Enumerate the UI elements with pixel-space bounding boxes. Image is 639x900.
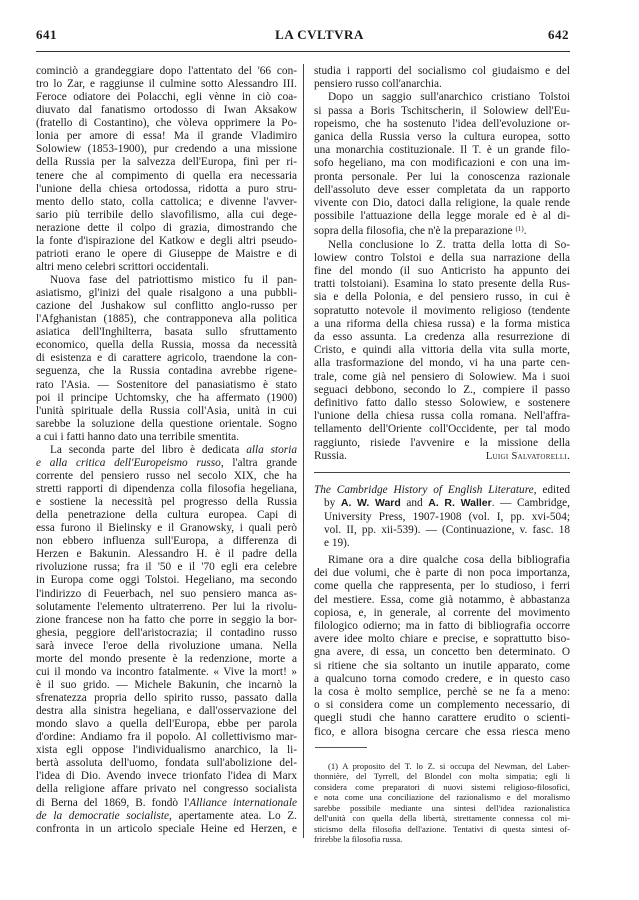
paragraph [36, 65, 297, 274]
text-span: pensiero russo coll'anarchia. [314, 78, 442, 91]
text-span: corrente del pensiero russo nel secolo XIX, che ha [36, 469, 297, 482]
text-line [314, 131, 570, 144]
text-line [314, 118, 570, 131]
text-line [36, 65, 297, 78]
text-span: e sostiene la necessità pel progresso della Russia [36, 496, 297, 509]
text-line [314, 223, 570, 238]
text-span: mondo slavo a quella dell'Europa, ebbe per parola [36, 718, 297, 731]
journal-title: LA CVLTVRA [275, 27, 364, 42]
paragraph [36, 274, 297, 444]
text-line [314, 646, 570, 659]
text-line [36, 522, 297, 535]
header-rule [36, 51, 570, 52]
text-line [314, 397, 570, 410]
text-line [36, 548, 297, 561]
text-line [36, 261, 297, 274]
text-span: quegli studi che hanno carattere erudito o scienti- [314, 712, 570, 725]
text-span: filologico odierno; ma in fatto di bibliografia occorre [314, 620, 570, 633]
text-span: si ritiene che sia soltanto un inutile apparato, come [314, 659, 570, 672]
text-line [314, 331, 570, 344]
text-line [314, 782, 570, 792]
text-span: definitivo fatto dallo stesso Solowiew, e sostenere [314, 397, 570, 410]
text-span: della penetrazione della cultura europea. Capi di [36, 509, 297, 522]
text-line [314, 660, 570, 673]
text-span: l'unità spirituale della Russia coll'Asia, unità in cui [36, 404, 297, 417]
text-span: , apertamente atea. Lo Z. [168, 809, 297, 822]
text-span: sia e della Polonia, e del pensiero russo, in cui è [314, 291, 570, 304]
text-line [36, 143, 297, 156]
text-span: essa furono il Bielinsky e il Granowsky, i quali però [36, 522, 297, 535]
text-line [314, 318, 570, 331]
text-line [36, 418, 297, 431]
text-line [314, 384, 570, 397]
text-span: come quella che rappresenta, per lo studioso, i ferri [314, 580, 570, 593]
text-span: rivoluzione russa; fra il '50 e il '70 egli era celebre [36, 561, 297, 574]
text-span: la cosa è molto semplice, perchè se ne fa a meno: [314, 686, 570, 699]
footnote-ref: (1) [515, 225, 524, 234]
text-span: xista egli oppose l'individualismo anarchico, la li- [36, 744, 297, 757]
column-divider [303, 64, 304, 838]
text-line [314, 91, 570, 104]
text-line [314, 607, 570, 620]
text-span: by [324, 497, 341, 510]
text-span: dell'assoluto deve esser completata da un rapporto [314, 183, 570, 196]
left-column [36, 65, 297, 836]
text-line [36, 731, 297, 744]
text-span: , edited [533, 484, 570, 496]
text-span: lowiew contro Tolstoi e della sua narrazione della [314, 251, 570, 264]
text-span: Herzen e Bakunin. Alessandro H. è il padre della [36, 548, 297, 561]
text-line [314, 252, 570, 265]
text-line [36, 653, 297, 666]
text-line [314, 726, 570, 739]
text-span: sarà invece l'eroe della rivoluzione umana. Nella [36, 639, 297, 652]
text-span: del mestiere. Essa, come già notammo, è abbastanza [314, 593, 570, 606]
text-line [36, 405, 297, 418]
text-line [314, 305, 570, 318]
text-span: sarebbe la soluzione della questione orientale. Sogno [36, 417, 297, 430]
text-span: asiatica dell'Inghilterra, basata sullo sfruttamento [36, 326, 297, 339]
text-line [36, 797, 297, 810]
text-line [314, 524, 570, 537]
text-span: solutamente l'elemento ultraterreno. Per lui la rivolu- [36, 600, 297, 613]
text-line [314, 511, 570, 524]
text-span: . [523, 225, 527, 238]
text-line [36, 170, 297, 183]
text-span: e 19). [324, 537, 350, 549]
text-span: altri meno celebri scrittori occidentali. [36, 260, 209, 273]
text-line [36, 457, 297, 470]
text-line [314, 291, 570, 304]
text-span: una monarchia costituzionale. Il T. è un grande filo- [314, 144, 570, 157]
text-span: sarebbe possibile mediante una sintesi dell'idea razionalistica [314, 802, 570, 813]
text-line [314, 265, 570, 278]
text-span: Alliance internationale [189, 796, 297, 809]
text-span: lonia per amore di essa! Ma il grande Vladimiro [36, 130, 297, 143]
text-span: a cui i fatti hanno dato una terribile smentita. [36, 430, 239, 443]
text-line [36, 274, 297, 287]
text-span: sofo hegeliano, ma con modificazioni e con una im- [314, 157, 570, 170]
author-signature: Luigi Salvatorelli. [485, 450, 570, 462]
text-line [314, 65, 570, 78]
text-line [36, 810, 297, 823]
text-line [36, 352, 297, 365]
book-citation [314, 484, 570, 550]
text-line [36, 718, 297, 731]
text-span: A. W. Ward [340, 497, 401, 510]
text-span: seguaci debbono, secondo lo Z., compiere il passo [314, 383, 570, 396]
text-line [314, 824, 570, 834]
text-line [314, 813, 570, 823]
text-span: da esso assunta. La credenza alla resurrezione di [314, 331, 570, 344]
text-span: l'unione della chiesa ortodossa, ridotta a puro stru- [36, 182, 297, 195]
text-span: pronta personale. Per lui la conoscenza razionale [314, 170, 570, 183]
text-line [36, 588, 297, 601]
text-span: thonnière, del Tyrrell, del Blondel con molta simpatia; egli li [314, 771, 570, 782]
text-line [36, 78, 297, 91]
text-line [36, 679, 297, 692]
paragraph [314, 554, 570, 739]
text-span: studia i rapporti del socialismo col giudaismo e del [314, 65, 570, 77]
text-span: morte del mondo presente è la redenzione, morte a [36, 652, 297, 665]
text-line [36, 627, 297, 640]
text-line [36, 313, 297, 326]
text-span: zione francese non ha fatto che porre in seggio la bor- [36, 613, 297, 626]
text-span: Nella conclusione lo Z. tratta della lotta di So- [328, 238, 570, 251]
text-line [314, 437, 570, 450]
text-line [36, 365, 297, 378]
text-line [36, 104, 297, 117]
text-line [314, 278, 570, 291]
text-span: asiatismo, gl'inizi del quale risalgono a una pubbli- [36, 287, 297, 300]
text-line [36, 300, 297, 313]
text-line [314, 450, 570, 463]
paragraph [314, 484, 570, 550]
text-span: l'indirizzo di Feuerbach, nel suo pensiero manca as- [36, 587, 297, 600]
text-span: gna avere, di essa, un concetto ben determinato. O [314, 646, 570, 659]
text-line [36, 823, 297, 836]
text-span: e nota come una conciliazione del razionalismo e del moralismo [314, 792, 570, 803]
text-line [314, 239, 570, 252]
text-span: di Berna del 1869, B. fondò l' [36, 796, 190, 809]
text-span: cominciò a grandeggiare dopo l'attentato del '66 con- [36, 65, 297, 77]
text-line [36, 392, 297, 405]
review-body [314, 554, 570, 739]
text-span: (fratello di Costantino), che vòleva opprimere la Po- [36, 117, 297, 130]
text-line [314, 712, 570, 725]
text-span: frirebbe la filosofia russa. [314, 834, 403, 845]
text-line [36, 705, 297, 718]
text-span: Solowiew (1853-1900), pur credendo a una missione [36, 143, 297, 156]
text-line [36, 235, 297, 248]
text-span: è il suo grido. — Michele Bakunin, che incarnò la [36, 678, 297, 691]
text-line [36, 326, 297, 339]
text-span: . — Cambridge, [491, 497, 570, 510]
text-span: sticismo della filosofia dell'azione. Tentativi di questa sintesi of- [314, 823, 570, 834]
text-line [36, 156, 297, 169]
text-line [36, 614, 297, 627]
text-line [314, 803, 570, 813]
text-line [36, 117, 297, 130]
text-span: considera come preparatori di nuovi sistemi religioso-filosofici, [314, 781, 570, 792]
text-span: trale, come già nel pensiero di Solowiew. Ma i suoi [314, 370, 570, 383]
text-line [36, 209, 297, 222]
text-line [314, 771, 570, 781]
text-span: cui il mondo va incontro fatalmente. « Vive la mort! » [36, 665, 297, 678]
text-line [36, 183, 297, 196]
text-line [314, 620, 570, 633]
text-span: vol. II, pp. xii-539). — (Continuazione, v. fasc. 18 [324, 523, 570, 536]
text-line [36, 770, 297, 783]
text-span: Nuova fase del patriottismo mistico fu il pan- [50, 274, 297, 286]
text-span: alla storia [246, 443, 297, 456]
text-line [314, 157, 570, 170]
text-line [36, 248, 297, 261]
text-line [314, 484, 570, 497]
text-span: o si considera come un complemento necessario, di [314, 699, 570, 712]
text-span: sario più terribile dello slavofilismo, alla cui dege- [36, 208, 297, 221]
text-span: tro lo Zar, e raggiunse il culmine sotto Alessandro III. [36, 78, 297, 91]
text-span: nerazione dette il colpo di grazia, dimostrando che [36, 221, 297, 234]
text-span: Cristo, e quindi alla vittoria della vita sulla morte, [314, 344, 570, 357]
text-span: economico, quella della Russia, mossa da necessità [36, 339, 297, 352]
text-line [36, 444, 297, 457]
text-span: Feroce odiatore dei Polacchi, egli vènne in ciò coa- [36, 91, 297, 104]
text-line [36, 339, 297, 352]
text-span: confronta in un articolo speciale Heine ed Herzen, e [36, 822, 297, 835]
text-span: The Cambridge History of English Literature [314, 484, 534, 496]
text-span: tratti tolstoiani). Esamina lo stato presente della Rus- [314, 278, 570, 291]
text-line [314, 197, 570, 210]
text-line [36, 692, 297, 705]
text-span: bertà assoluta dell'uomo, fondata sull'abolizione del- [36, 757, 297, 770]
page-number-left: 641 [36, 27, 57, 42]
text-line [314, 699, 570, 712]
text-span: si passa a Boris Tschitscherin, il Solowiew dell'Eu- [314, 104, 570, 117]
text-line [36, 483, 297, 496]
text-span: University Press, 1907-1908 (vol. I, pp. xvi-504; [324, 510, 570, 523]
text-line [314, 792, 570, 802]
text-span: patrioti erano le opere di Giuseppe de Maistre e di [36, 247, 297, 260]
text-span: rato l'Asia. — Sostenitore del panasiatismo è stato [36, 378, 297, 391]
text-line [314, 171, 570, 184]
text-span: , l'altra grande [220, 456, 297, 469]
text-span: avere idee molto chiare e precise, e soprattutto biso- [314, 633, 570, 646]
text-line [36, 431, 297, 444]
text-line [314, 834, 570, 844]
paragraph [314, 91, 570, 238]
text-span: di esistenza e di carattere agricolo, traendone la con- [36, 352, 297, 365]
text-line [36, 574, 297, 587]
text-span: sfrenatezza propria dello spirito russo, passato dalla [36, 692, 297, 704]
paragraph [36, 444, 297, 836]
text-span: la fonte d'ispirazione del Katkow e degli altri pseudo- [36, 234, 297, 247]
text-span: (1) A proposito del T. lo Z. si occupa del Newman, del Laber- [328, 761, 570, 771]
text-line [36, 601, 297, 614]
text-line [36, 509, 297, 522]
text-line [36, 196, 297, 209]
text-span: tenere che al compimento di quella era necessaria [36, 169, 297, 182]
text-span: sopratutto notevole il movimento religioso (tendente [314, 304, 570, 317]
text-line [314, 423, 570, 436]
footnote [314, 761, 570, 845]
text-line [36, 470, 297, 483]
text-span: a una riforma della chiesa russa) e la forma mistica [314, 317, 570, 330]
text-line [314, 580, 570, 593]
text-span: La seconda parte del libro è dedicata [50, 443, 247, 456]
text-span: raggiunto, risiede l'avvenire e la missione della [314, 436, 570, 449]
text-line [314, 673, 570, 686]
text-span: sopra della filosofia, che n'è la preparazione [314, 225, 516, 238]
text-line [36, 379, 297, 392]
text-line [314, 357, 570, 370]
text-line [314, 144, 570, 157]
text-line [314, 594, 570, 607]
text-line [314, 497, 570, 510]
text-span: tellamento dell'Oriente coll'Occidente, per tal modo [314, 423, 570, 436]
text-span: d'ordine: Andiamo fra il popolo. Al collettivismo mar- [36, 731, 297, 744]
text-span: l'Afghanistan (1885), che contrapponeva alla politica [36, 313, 297, 326]
text-span: in Europa come oggi Tolstoi. Hegeliano, ma secondo [36, 574, 297, 587]
text-span: ganica della Russia verso la cultura europea, sotto [314, 131, 570, 144]
text-line [314, 537, 570, 550]
text-span: fico, e allora bisogna cercare che essa riesca meno [314, 725, 570, 738]
text-span: copiosa, e, in generale, al corrente del movimento [314, 606, 570, 619]
text-span: A. R. Waller [428, 497, 492, 510]
paragraph [314, 239, 570, 463]
text-span: l'idea di Dio. Avendo invece trionfato l'idea di Marx [36, 770, 297, 783]
text-span: and [400, 497, 429, 510]
text-line [314, 554, 570, 567]
right-column [314, 65, 570, 463]
text-span: diuvato dal fanatismo ortodosso di Iwan Aksakow [36, 104, 297, 117]
section-rule [314, 472, 570, 473]
text-span: stretti rapporti di dipendenza colla filosofia hegeliana, [36, 483, 297, 495]
text-span: vivente con Dio, datoci dalla religione, la quale rende [314, 197, 570, 210]
text-line [314, 105, 570, 118]
text-span: dei due volumi, che è parte di non poca importanza, [314, 567, 570, 580]
text-line [314, 761, 570, 771]
text-span: l'unione della chiesa russa colla romana. Nell'affra- [314, 410, 570, 423]
text-span: destra alla sinistra hegeliana, e dall'osservazione del [36, 705, 297, 718]
text-line [36, 783, 297, 796]
text-span: fine del mondo (il suo Anticristo ha appunto dei [314, 265, 570, 278]
text-span: Dopo un saggio sull'anarchico cristiano Tolstoi [328, 91, 570, 104]
text-line [36, 744, 297, 757]
text-line [36, 666, 297, 679]
text-span: della Russia per la salvezza dell'Europa, finì per ri- [36, 156, 297, 169]
text-line [314, 371, 570, 384]
text-line [36, 561, 297, 574]
text-span: mento dello stato, colla cattolica; e divenne l'avver- [36, 195, 297, 208]
footnote-rule [315, 747, 367, 748]
text-span: a qualcuno torna comodo credere, e in questo caso [314, 672, 570, 685]
text-span: possibile l'attuazione della legge morale ed è al di- [314, 210, 570, 223]
text-span: ropeismo, che ha sostenuto l'idea dell'evoluzione or- [314, 117, 570, 130]
text-span: Rimane ora a dire qualche cosa della bibliografia [328, 554, 570, 566]
text-line [36, 640, 297, 653]
text-span: ghesia, peggiore dell'aristocrazia; il contadino russo [36, 626, 297, 639]
text-span: Russia. [314, 449, 347, 462]
text-line [36, 757, 297, 770]
text-span: poi il principe Uchtomsky, che ha affermato (1900) [36, 391, 297, 404]
text-span: e alla critica dell'Europeismo russo [36, 456, 221, 469]
text-span: alla trasformazione del mondo, vi ha una parte cen- [314, 357, 570, 370]
text-line [36, 496, 297, 509]
text-line [36, 222, 297, 235]
text-line [36, 535, 297, 548]
text-line [314, 410, 570, 423]
page-number-right: 642 [548, 27, 569, 42]
text-span: non ebbero influenza sull'Europa, a differenza di [36, 535, 297, 548]
text-line [36, 287, 297, 300]
text-span: seguenza, che la Russia contadina avrebbe rigene- [36, 365, 297, 378]
text-line [314, 344, 570, 357]
text-line [314, 184, 570, 197]
paragraph [314, 761, 570, 845]
text-line [314, 210, 570, 223]
text-line [314, 686, 570, 699]
text-line [314, 567, 570, 580]
text-line [314, 78, 570, 91]
text-line [36, 91, 297, 104]
paragraph [314, 65, 570, 91]
text-line [36, 130, 297, 143]
text-span: de la democratie socialiste [36, 809, 169, 822]
text-span: dell'unità con quella della libertà, strettamente connessa col mi- [314, 813, 570, 824]
text-span: della religione affare privato nel congresso socialista [36, 783, 297, 796]
text-span: cazione del Jushakow sul conflitto anglo-russo per [36, 300, 297, 313]
text-line [314, 633, 570, 646]
